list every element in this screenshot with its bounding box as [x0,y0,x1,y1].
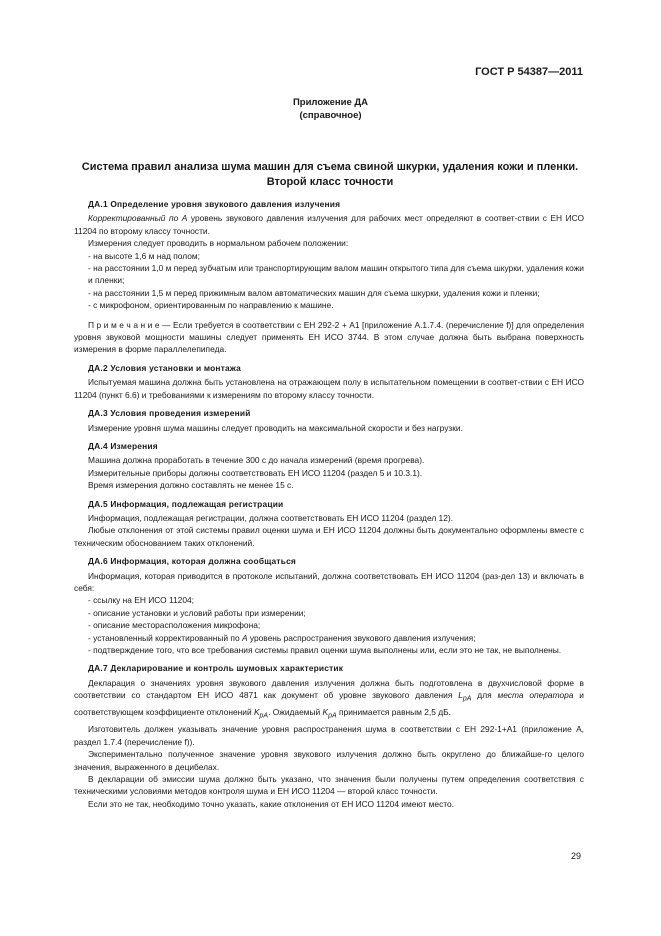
paragraph: Измерение уровня шума машины следует проводить на максимальной скорости и без нагрузки. [88,422,463,433]
emphasis: А [241,632,248,643]
list [74,250,584,312]
paragraph: Экспериментально полученное значение уровня звукового излучения должно быть округлено до ближайше-го целого значения, выраженного в децибелах. [74,749,584,772]
text-run: уровень звукового давления излучения для рабочих мест определяют в соответ-ствии с ЕН ИСО 11204 по второму классу точности. [74,213,584,236]
list-item: - подтверждение того, что все требования системы правил оценки шума выполнены или, если это не так, не выполнены. [88,645,562,655]
section-heading-da1: ДА.1 Определение уровня звукового давления излучения [88,199,341,209]
annex-title: Приложение ДА [292,97,369,108]
paragraph: Время измерения должно составлять не менее 15 с. [88,480,294,491]
paragraph [74,212,584,237]
list-item [74,632,584,644]
document-title-line2: Второй класс точности [266,176,394,188]
page-number: 29 [570,851,581,861]
text-run: Декларация о значениях уровня звукового давления излучения должна быть подготовлена в двухчисловой форме в соответствии со стандартом ЕН ИСО 4871 как документ об уровне звукового давления [74,677,584,701]
paragraph: Информация, которая приводится в протоколе испытаний, должна соответствовать ЕН ИСО 11204 (раз-дел 13) и включать в себя: [74,570,584,593]
section-heading-da6: ДА.6 Информация, которая должна сообщаться [88,556,297,567]
text-run: для [471,690,498,701]
list-item: - описание установки и условий работы при измерении; [88,607,306,618]
note: П р и м е ч а н и е — Если требуется в соответствии с ЕН 292-2 + А1 [приложение А.1.7.4. (перечисление f)] для определения уровня звуковой мощности машины следует применять ЕН ИСО 3744. В этом случае должна быть выбрана поверхность измерения в форме параллелепипеда. [74,319,584,355]
annex-type: (справочное) [299,110,362,121]
list-item: - на расстоянии 1,0 м перед зубчатым или транспортирующим валом машин открытого типа для съема шкурки, удаления кожи и пленки; [88,263,584,286]
text-run: уровень распространения звукового давления излучения; [247,632,476,643]
section-heading-da7: ДА.7 Декларирование и контроль шумовых характеристик [88,663,344,674]
symbol: K [253,707,260,718]
document-body [74,198,584,810]
paragraph: Любые отклонения от этой системы правил оценки шума и ЕН ИСО 11204 должны быть документально оформлены вместе с техническим обоснованием таких отклонений. [74,525,584,548]
symbol: K [322,707,329,718]
list-item: - описание месторасположения микрофона; [88,620,261,631]
paragraph: Если это не так, необходимо точно указать, какие отклонения от ЕН ИСО 11204 имеют место. [88,798,454,809]
emphasis: Корректированный по А [88,213,188,224]
section-heading-da5: ДА.5 Информация, подлежащая регистрации [88,498,284,509]
list-item: - с микрофоном, ориентированным по направлению к машине. [88,300,334,311]
emphasis: места оператора [497,690,574,701]
symbol: L [458,690,463,701]
text-run: принимается равным 2,5 дБ. [336,707,451,718]
text-run: - установленный корректированный по [88,632,242,643]
list-item: - ссылку на ЕН ИСО 11204; [88,595,194,606]
paragraph: Измерения следует проводить в нормальном рабочем положении: [88,238,349,249]
section-heading-da4: ДА.4 Измерения [88,440,158,451]
subscript: pA [328,712,337,720]
paragraph: Изготовитель должен указывать значение уровня распространения шума в соответствии с ЕН 292-1+А1 (приложение А, раздел 1.7.4 (перечисление f)). [74,724,584,747]
list [74,594,584,656]
document-title [60,160,600,190]
paragraph [74,677,584,724]
paragraph: Информация, подлежащая регистрации, должна соответствовать ЕН ИСО 11204 (раздел 12). [88,512,453,523]
text-run: . Ожидаемый [268,707,323,718]
annex-heading [0,96,661,122]
paragraph: Машина должна проработать в течение 300 с до начала измерений (время прогрева). [88,455,425,466]
paragraph: Испытуемая машина должна быть установлена на отражающем полу в испытательном помещении в соответ-ствии с ЕН ИСО 11204 (пункт 6.6) и требованиями к измерениям по второму классу точности. [74,377,584,400]
subscript: pA [259,712,269,720]
section-heading-da2: ДА.2 Условия установки и монтажа [88,362,241,373]
document-title-line1: Система правил анализа шума машин для съема свиной шкурки, удаления кожи и пленки. [81,161,579,173]
paragraph: Измерительные приборы должны соответствовать ЕН ИСО 11204 (раздел 5 и 10.3.1). [88,467,423,478]
text-run: и соответствующем коэффициенте отклонений [74,690,584,718]
standard-number: ГОСТ Р 54387—2011 [475,66,583,78]
subscript: pA [462,695,472,703]
list-item: - на расстоянии 1,5 м перед прижимным валом автоматических машин для съема шкурки, удаления кожи и пленки; [88,287,540,298]
paragraph: В декларации об эмиссии шума должно быть указано, что значения были получены путем определения соответствия с техническими условиями методов контроля шума и ЕН ИСО 11204 — второй класс точности. [74,774,584,797]
section-heading-da3: ДА.3 Условия проведения измерений [88,408,251,419]
list-item: - на высоте 1,6 м над полом; [88,250,200,261]
